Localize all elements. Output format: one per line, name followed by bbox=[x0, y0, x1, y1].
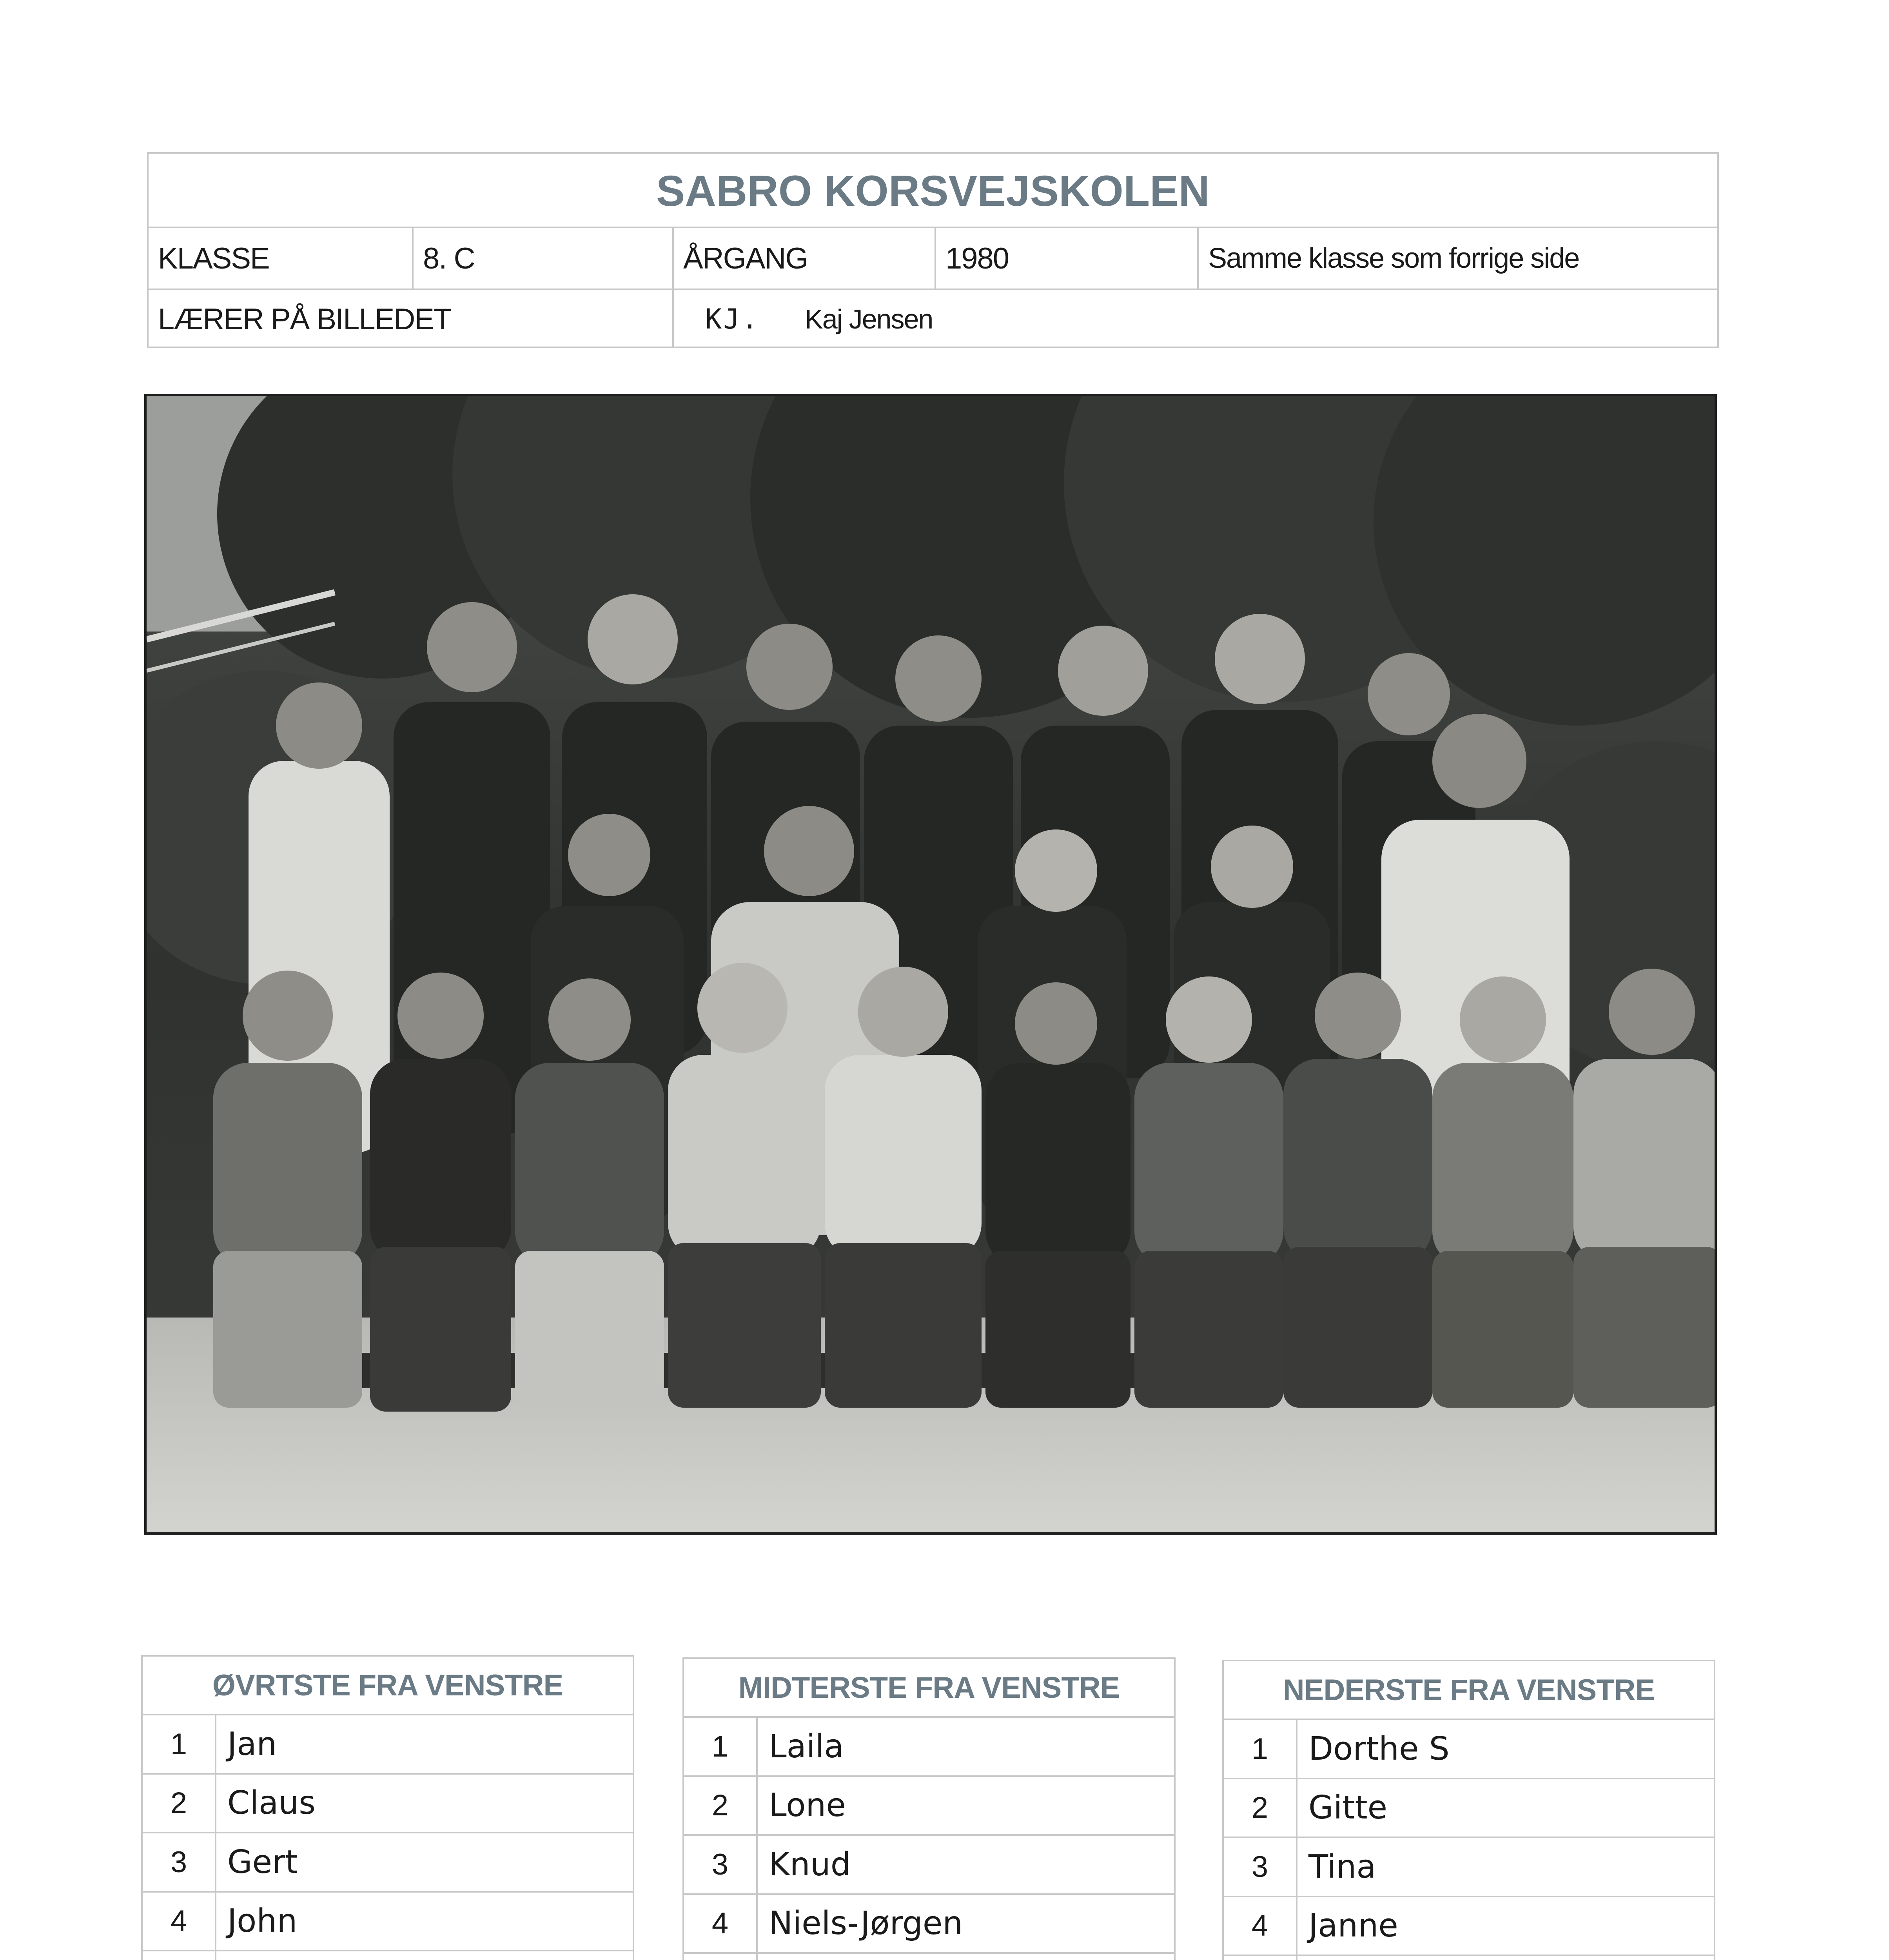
class-photo-image bbox=[147, 396, 1715, 1532]
top-row-title: ØVRTSTE FRA VENSTRE bbox=[143, 1657, 633, 1715]
teacher-name: Kaj Jensen bbox=[805, 304, 933, 334]
table-row bbox=[143, 1951, 633, 1960]
klasse-label: KLASSE bbox=[158, 241, 269, 275]
student-name: Lone bbox=[769, 1787, 846, 1824]
row-number: 1 bbox=[1224, 1720, 1297, 1778]
table-row bbox=[684, 1836, 1174, 1895]
student-name: Jan bbox=[227, 1725, 277, 1763]
table-row bbox=[143, 1775, 633, 1834]
teacher-label: LÆRER PÅ BILLEDET bbox=[158, 302, 451, 336]
row-number bbox=[143, 1951, 216, 1960]
row-number bbox=[1224, 1956, 1297, 1960]
row-number: 4 bbox=[684, 1895, 758, 1953]
bottom-row-title: NEDERSTE FRA VENSTRE bbox=[1224, 1661, 1714, 1720]
note-text: Samme klasse som forrige side bbox=[1208, 243, 1579, 274]
table-row bbox=[684, 1777, 1174, 1836]
table-row bbox=[684, 1895, 1174, 1954]
class-photo bbox=[144, 394, 1717, 1535]
student-name: Gitte bbox=[1308, 1789, 1388, 1827]
middle-row-names-table bbox=[682, 1657, 1176, 1960]
row-number: 2 bbox=[143, 1775, 216, 1832]
table-row bbox=[684, 1718, 1174, 1777]
row-number: 3 bbox=[143, 1833, 216, 1891]
student-name: Laila bbox=[769, 1728, 844, 1765]
row-number: 1 bbox=[143, 1715, 216, 1773]
student-name: Gert bbox=[227, 1843, 298, 1881]
row-number: 2 bbox=[1224, 1779, 1297, 1837]
klasse-value: 8. C bbox=[423, 241, 475, 275]
table-row bbox=[143, 1833, 633, 1893]
aargang-label: ÅRGANG bbox=[683, 241, 808, 275]
table-row bbox=[143, 1715, 633, 1775]
student-name: Dorthe S bbox=[1308, 1730, 1450, 1768]
table-row bbox=[1224, 1720, 1714, 1779]
teacher-initials: KJ. bbox=[705, 303, 760, 335]
student-name: Claus bbox=[227, 1784, 316, 1822]
row-number bbox=[684, 1954, 758, 1960]
table-row bbox=[1224, 1779, 1714, 1838]
student-name: John bbox=[227, 1902, 298, 1940]
middle-row-title: MIDTERSTE FRA VENSTRE bbox=[684, 1659, 1174, 1718]
student-name: Knud bbox=[769, 1846, 851, 1883]
student-name: Tina bbox=[1308, 1848, 1376, 1886]
top-row-names-table bbox=[141, 1655, 634, 1960]
student-name: Niels-Jørgen bbox=[769, 1905, 963, 1942]
bottom-row-names-table bbox=[1222, 1660, 1715, 1960]
row-number: 3 bbox=[684, 1836, 758, 1893]
table-row bbox=[143, 1893, 633, 1952]
aargang-value: 1980 bbox=[945, 241, 1009, 275]
student-name bbox=[216, 1951, 633, 1960]
table-row bbox=[1224, 1897, 1714, 1956]
school-title: SABRO KORSVEJSKOLEN bbox=[656, 167, 1210, 215]
row-number: 1 bbox=[684, 1718, 758, 1775]
row-number: 4 bbox=[143, 1893, 216, 1950]
student-name: Janne bbox=[1308, 1907, 1398, 1945]
table-row bbox=[1224, 1956, 1714, 1960]
student-name bbox=[758, 1954, 1174, 1960]
table-row bbox=[1224, 1838, 1714, 1897]
header-table bbox=[147, 152, 1719, 348]
row-number: 4 bbox=[1224, 1897, 1297, 1955]
table-row bbox=[684, 1954, 1174, 1960]
row-number: 3 bbox=[1224, 1838, 1297, 1896]
student-name bbox=[1297, 1956, 1714, 1960]
row-number: 2 bbox=[684, 1777, 758, 1835]
